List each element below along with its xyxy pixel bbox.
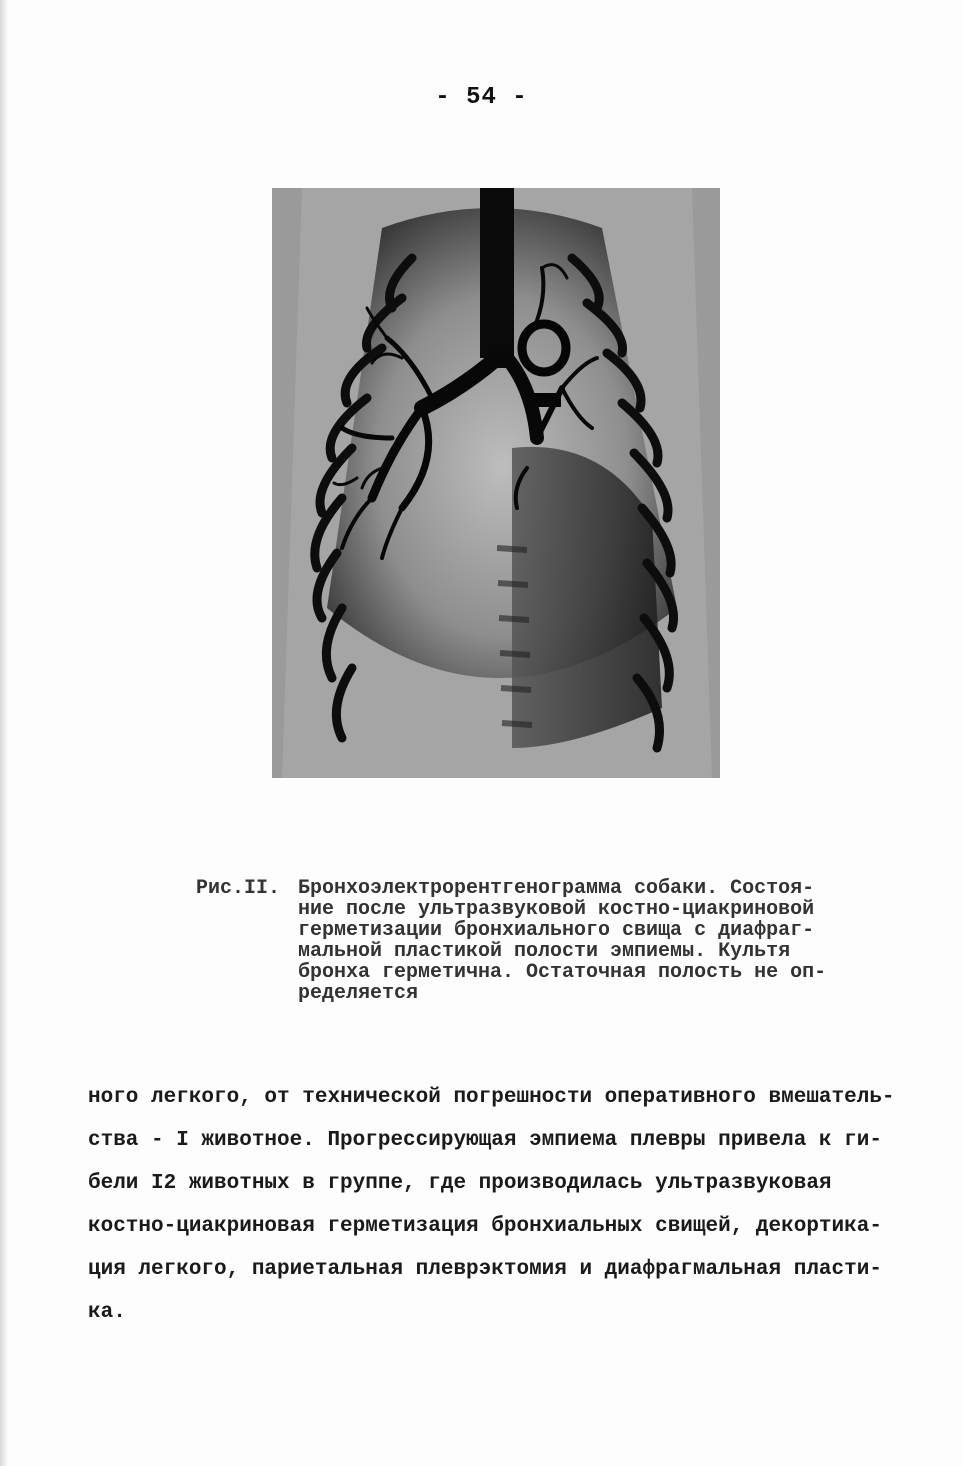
body-line: ного легкого, от технической погрешности оперативного вмешатель- [88, 1086, 895, 1109]
caption-text [298, 878, 858, 1004]
xray-figure [272, 188, 720, 778]
bronchogram-image [272, 188, 720, 778]
caption-line: Бронхоэлектрорентгенограмма собаки. Состоя- [298, 877, 815, 900]
caption-line: бронха герметична. Остаточная полость не оп- [298, 961, 827, 984]
caption-line: ние после ультразвуковой костно-циакриновой [298, 898, 815, 921]
caption-label: Рис.II. [196, 877, 281, 900]
body-line: ция легкого, париетальная плеврэктомия и диафрагмальная пласти- [88, 1258, 882, 1281]
body-paragraph [88, 1076, 908, 1334]
caption-line: герметизации бронхиального свища с диафраг- [298, 919, 815, 942]
body-line: ка. [88, 1301, 126, 1324]
body-line: ства - I животное. Прогрессирующая эмпиема плевры привела к ги- [88, 1129, 882, 1152]
body-line: бели I2 животных в группе, где производилась ультразвуковая [88, 1172, 832, 1195]
page-number: - 54 - [435, 84, 528, 111]
body-line: костно-циакриновая герметизация бронхиальных свищей, декортика- [88, 1215, 882, 1238]
caption-line: ределяется [298, 982, 419, 1005]
caption-line: мальной пластикой полости эмпиемы. Культя [298, 940, 791, 963]
page-edge [0, 0, 8, 1466]
